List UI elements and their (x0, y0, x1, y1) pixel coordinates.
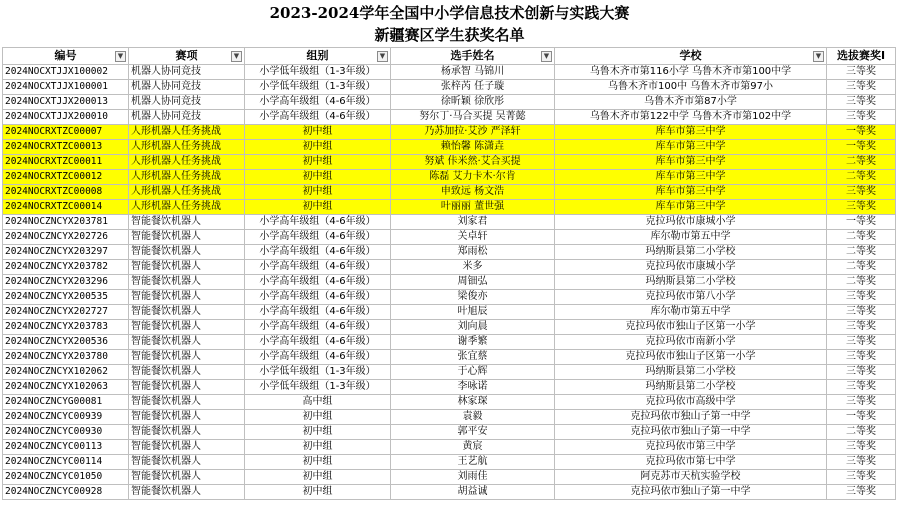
cell-event[interactable]: 智能餐饮机器人 (129, 245, 245, 260)
table-row (3, 380, 896, 395)
cell-school[interactable]: 克拉玛依市南新小学 (555, 335, 827, 350)
table-row (3, 200, 896, 215)
table-row (3, 260, 896, 275)
cell-id[interactable]: 2024NOCZNCYC00114 (3, 455, 129, 470)
column-header-group[interactable] (245, 48, 391, 65)
cell-names[interactable]: 陈磊 艾力卡木·尔肯 (391, 170, 555, 185)
table-row (3, 170, 896, 185)
cell-award[interactable]: 二等奖 (827, 245, 896, 260)
cell-school[interactable]: 玛纳斯县第二小学校 (555, 245, 827, 260)
cell-id[interactable]: 2024NOCXTJJX200010 (3, 110, 129, 125)
cell-group[interactable]: 初中组 (245, 200, 391, 215)
cell-id[interactable]: 2024NOCRXTZC00013 (3, 140, 129, 155)
table-row (3, 440, 896, 455)
cell-event[interactable]: 人形机器人任务挑战 (129, 170, 245, 185)
cell-id[interactable]: 2024NOCZNCYC01050 (3, 470, 129, 485)
table-row (3, 245, 896, 260)
cell-award[interactable]: 一等奖 (827, 125, 896, 140)
cell-group[interactable]: 小学低年级组（1-3年级） (245, 65, 391, 80)
cell-group[interactable]: 初中组 (245, 140, 391, 155)
cell-event[interactable]: 机器人协同竞技 (129, 110, 245, 125)
cell-id[interactable]: 2024NOCXTJJX200013 (3, 95, 129, 110)
cell-id[interactable]: 2024NOCZNCYX102062 (3, 365, 129, 380)
cell-id[interactable]: 2024NOCZNCYC00939 (3, 410, 129, 425)
cell-names[interactable]: 叶丽丽 董世强 (391, 200, 555, 215)
cell-id[interactable]: 2024NOCXTJJX100001 (3, 80, 129, 95)
cell-school[interactable]: 库车市第三中学 (555, 185, 827, 200)
table-row (3, 290, 896, 305)
cell-event[interactable]: 机器人协同竞技 (129, 80, 245, 95)
cell-group[interactable]: 小学高年级组（4-6年级） (245, 305, 391, 320)
cell-school[interactable]: 克拉玛依市康城小学 (555, 260, 827, 275)
cell-group[interactable]: 小学高年级组（4-6年级） (245, 110, 391, 125)
table-row (3, 320, 896, 335)
cell-award[interactable]: 三等奖 (827, 335, 896, 350)
table-row (3, 215, 896, 230)
cell-names[interactable]: 张梓芮 任子璇 (391, 80, 555, 95)
cell-names[interactable]: 徐昕颖 徐欣彤 (391, 95, 555, 110)
cell-names[interactable]: 叶旭辰 (391, 305, 555, 320)
cell-names[interactable]: 努斌 佧米然·艾合买提 (391, 155, 555, 170)
cell-id[interactable]: 2024NOCZNCYX203782 (3, 260, 129, 275)
cell-names[interactable]: 李咏诺 (391, 380, 555, 395)
cell-names[interactable]: 杨承智 马锦川 (391, 65, 555, 80)
cell-id[interactable]: 2024NOCZNCYX200536 (3, 335, 129, 350)
cell-school[interactable]: 克拉玛依市康城小学 (555, 215, 827, 230)
cell-id[interactable]: 2024NOCZNCYX203296 (3, 275, 129, 290)
cell-school[interactable]: 克拉玛依市第三中学 (555, 440, 827, 455)
cell-id[interactable]: 2024NOCZNCYC00930 (3, 425, 129, 440)
cell-names[interactable]: 刘向晨 (391, 320, 555, 335)
cell-names[interactable]: 张宜蔡 (391, 350, 555, 365)
cell-event[interactable]: 人形机器人任务挑战 (129, 155, 245, 170)
cell-id[interactable]: 2024NOCZNCYC00113 (3, 440, 129, 455)
table-body (3, 65, 896, 500)
cell-id[interactable]: 2024NOCZNCYX202726 (3, 230, 129, 245)
cell-names[interactable]: 米多 (391, 260, 555, 275)
cell-school[interactable]: 乌鲁木齐市第116小学 乌鲁木齐市第100中学 (555, 65, 827, 80)
table-row (3, 65, 896, 80)
cell-group[interactable]: 小学高年级组（4-6年级） (245, 215, 391, 230)
table-row (3, 305, 896, 320)
cell-school[interactable]: 库车市第三中学 (555, 155, 827, 170)
cell-school[interactable]: 乌鲁木齐市100中 乌鲁木齐市第97小 (555, 80, 827, 95)
cell-id[interactable]: 2024NOCRXTZC00008 (3, 185, 129, 200)
column-header-label: 选手姓名 (450, 49, 495, 62)
cell-event[interactable]: 人形机器人任务挑战 (129, 200, 245, 215)
cell-award[interactable]: 二等奖 (827, 230, 896, 245)
cell-group[interactable]: 小学高年级组（4-6年级） (245, 290, 391, 305)
cell-id[interactable]: 2024NOCRXTZC00014 (3, 200, 129, 215)
page-subtitle: 新疆赛区学生获奖名单 (374, 26, 525, 44)
cell-event[interactable]: 智能餐饮机器人 (129, 320, 245, 335)
cell-group[interactable]: 初中组 (245, 170, 391, 185)
cell-school[interactable]: 库尔勒市第五中学 (555, 305, 827, 320)
cell-school[interactable]: 乌鲁木齐市第87小学 (555, 95, 827, 110)
cell-names[interactable]: 袁毅 (391, 410, 555, 425)
cell-award[interactable]: 三等奖 (827, 380, 896, 395)
cell-group[interactable]: 初中组 (245, 410, 391, 425)
cell-event[interactable]: 智能餐饮机器人 (129, 485, 245, 500)
cell-school[interactable]: 玛纳斯县第二小学校 (555, 275, 827, 290)
cell-id[interactable]: 2024NOCRXTZC00007 (3, 125, 129, 140)
column-header-names[interactable] (391, 48, 555, 65)
cell-event[interactable]: 智能餐饮机器人 (129, 305, 245, 320)
cell-event[interactable]: 智能餐饮机器人 (129, 215, 245, 230)
cell-event[interactable]: 智能餐饮机器人 (129, 365, 245, 380)
cell-school[interactable]: 阿克苏市天杭实验学校 (555, 470, 827, 485)
cell-school[interactable]: 克拉玛依市第七中学 (555, 455, 827, 470)
cell-award[interactable]: 三等奖 (827, 395, 896, 410)
cell-group[interactable]: 小学低年级组（1-3年级） (245, 365, 391, 380)
table-row (3, 80, 896, 95)
column-header-label: 学校 (679, 49, 702, 62)
cell-group[interactable]: 初中组 (245, 440, 391, 455)
cell-id[interactable]: 2024NOCRXTZC00012 (3, 170, 129, 185)
dropdown-arrow-icon[interactable]: ▼ (231, 51, 242, 62)
cell-names[interactable]: 王艺航 (391, 455, 555, 470)
cell-id[interactable]: 2024NOCZNCYC00928 (3, 485, 129, 500)
cell-event[interactable]: 智能餐饮机器人 (129, 425, 245, 440)
cell-award[interactable]: 三等奖 (827, 80, 896, 95)
table-row (3, 230, 896, 245)
cell-award[interactable]: 三等奖 (827, 110, 896, 125)
cell-group[interactable]: 小学高年级组（4-6年级） (245, 320, 391, 335)
cell-award[interactable]: 二等奖 (827, 260, 896, 275)
cell-school[interactable]: 克拉玛依市独山子第一中学 (555, 410, 827, 425)
cell-id[interactable]: 2024NOCZNCYX203780 (3, 350, 129, 365)
cell-names[interactable]: 赖怡馨 陈潇垚 (391, 140, 555, 155)
cell-school[interactable]: 乌鲁木齐市第122中学 乌鲁木齐市第102中学 (555, 110, 827, 125)
cell-event[interactable]: 人形机器人任务挑战 (129, 185, 245, 200)
cell-school[interactable]: 克拉玛依市第八小学 (555, 290, 827, 305)
table-row (3, 185, 896, 200)
table-row (3, 110, 896, 125)
table-row (3, 395, 896, 410)
header-row (3, 48, 896, 65)
column-header-label: 选拔赛奖I (836, 49, 886, 62)
cell-event[interactable]: 智能餐饮机器人 (129, 470, 245, 485)
dropdown-arrow-icon[interactable]: ▼ (541, 51, 552, 62)
cell-event[interactable]: 智能餐饮机器人 (129, 440, 245, 455)
column-header-id[interactable] (3, 48, 129, 65)
cell-award[interactable]: 三等奖 (827, 320, 896, 335)
cell-names[interactable]: 刘家君 (391, 215, 555, 230)
table-row (3, 95, 896, 110)
table-row (3, 485, 896, 500)
table-row (3, 275, 896, 290)
cell-group[interactable]: 小学高年级组（4-6年级） (245, 230, 391, 245)
cell-award[interactable]: 三等奖 (827, 95, 896, 110)
cell-event[interactable]: 人形机器人任务挑战 (129, 140, 245, 155)
cell-group[interactable]: 初中组 (245, 485, 391, 500)
cell-group[interactable]: 小学高年级组（4-6年级） (245, 95, 391, 110)
dropdown-arrow-icon[interactable]: ▼ (813, 51, 824, 62)
cell-names[interactable]: 胡益诚 (391, 485, 555, 500)
cell-group[interactable]: 初中组 (245, 470, 391, 485)
cell-event[interactable]: 智能餐饮机器人 (129, 455, 245, 470)
table-row (3, 335, 896, 350)
cell-names[interactable]: 刘雨佳 (391, 470, 555, 485)
cell-names[interactable]: 申致远 杨文浩 (391, 185, 555, 200)
cell-event[interactable]: 人形机器人任务挑战 (129, 125, 245, 140)
awards-table (2, 47, 896, 500)
cell-award[interactable]: 二等奖 (827, 275, 896, 290)
cell-id[interactable]: 2024NOCZNCYX102063 (3, 380, 129, 395)
column-header-label: 编号 (54, 49, 77, 62)
cell-school[interactable]: 克拉玛依市独山子区第一小学 (555, 320, 827, 335)
cell-group[interactable]: 初中组 (245, 155, 391, 170)
dropdown-arrow-icon[interactable]: ▼ (115, 51, 126, 62)
cell-school[interactable]: 克拉玛依市独山子第一中学 (555, 485, 827, 500)
cell-award[interactable]: 三等奖 (827, 365, 896, 380)
table-row (3, 470, 896, 485)
cell-school[interactable]: 玛纳斯县第二小学校 (555, 365, 827, 380)
cell-id[interactable]: 2024NOCRXTZC00011 (3, 155, 129, 170)
cell-id[interactable]: 2024NOCZNCYX203783 (3, 320, 129, 335)
column-header-label: 赛项 (175, 49, 198, 62)
cell-event[interactable]: 智能餐饮机器人 (129, 275, 245, 290)
cell-id[interactable]: 2024NOCZNCYG00081 (3, 395, 129, 410)
cell-award[interactable]: 三等奖 (827, 65, 896, 80)
cell-names[interactable]: 努尔丁·马合买提 吴菁懿 (391, 110, 555, 125)
cell-event[interactable]: 机器人协同竞技 (129, 95, 245, 110)
cell-group[interactable]: 初中组 (245, 185, 391, 200)
cell-school[interactable]: 库车市第三中学 (555, 125, 827, 140)
cell-school[interactable]: 克拉玛依市独山子区第一小学 (555, 350, 827, 365)
cell-award[interactable]: 一等奖 (827, 215, 896, 230)
cell-school[interactable]: 克拉玛依市高级中学 (555, 395, 827, 410)
cell-id[interactable]: 2024NOCZNCYX202727 (3, 305, 129, 320)
cell-group[interactable]: 小学高年级组（4-6年级） (245, 350, 391, 365)
cell-school[interactable]: 库车市第三中学 (555, 170, 827, 185)
dropdown-arrow-icon[interactable]: ▼ (377, 51, 388, 62)
cell-award[interactable]: 一等奖 (827, 140, 896, 155)
cell-school[interactable]: 玛纳斯县第二小学校 (555, 380, 827, 395)
cell-award[interactable]: 一等奖 (827, 410, 896, 425)
table-row (3, 140, 896, 155)
cell-id[interactable]: 2024NOCXTJJX100002 (3, 65, 129, 80)
cell-award[interactable]: 三等奖 (827, 455, 896, 470)
cell-award[interactable]: 三等奖 (827, 305, 896, 320)
column-header-award[interactable] (827, 48, 896, 65)
cell-school[interactable]: 库车市第三中学 (555, 140, 827, 155)
cell-event[interactable]: 智能餐饮机器人 (129, 350, 245, 365)
cell-names[interactable]: 周钿弘 (391, 275, 555, 290)
cell-award[interactable]: 三等奖 (827, 185, 896, 200)
cell-award[interactable]: 三等奖 (827, 200, 896, 215)
cell-award[interactable]: 二等奖 (827, 170, 896, 185)
cell-names[interactable]: 于心辉 (391, 365, 555, 380)
cell-group[interactable]: 初中组 (245, 425, 391, 440)
cell-event[interactable]: 智能餐饮机器人 (129, 230, 245, 245)
cell-group[interactable]: 小学低年级组（1-3年级） (245, 80, 391, 95)
table-row (3, 365, 896, 380)
cell-group[interactable]: 小学高年级组（4-6年级） (245, 335, 391, 350)
cell-group[interactable]: 初中组 (245, 455, 391, 470)
cell-event[interactable]: 机器人协同竞技 (129, 65, 245, 80)
cell-group[interactable]: 小学低年级组（1-3年级） (245, 380, 391, 395)
cell-names[interactable]: 黄宸 (391, 440, 555, 455)
page-title: 2023-2024学年全国中小学信息技术创新与实践大赛 (269, 4, 630, 22)
column-header-school[interactable] (555, 48, 827, 65)
cell-group[interactable]: 小学高年级组（4-6年级） (245, 245, 391, 260)
cell-group[interactable]: 初中组 (245, 125, 391, 140)
cell-event[interactable]: 智能餐饮机器人 (129, 335, 245, 350)
table-row (3, 155, 896, 170)
cell-school[interactable]: 库尔勒市第五中学 (555, 230, 827, 245)
cell-event[interactable]: 智能餐饮机器人 (129, 395, 245, 410)
cell-names[interactable]: 梁俊亦 (391, 290, 555, 305)
cell-award[interactable]: 二等奖 (827, 155, 896, 170)
cell-school[interactable]: 克拉玛依市独山子第一中学 (555, 425, 827, 440)
cell-names[interactable]: 郭平安 (391, 425, 555, 440)
table-row (3, 350, 896, 365)
column-header-event[interactable] (129, 48, 245, 65)
cell-id[interactable]: 2024NOCZNCYX203297 (3, 245, 129, 260)
cell-names[interactable]: 林家琛 (391, 395, 555, 410)
cell-award[interactable]: 三等奖 (827, 350, 896, 365)
table-row (3, 125, 896, 140)
cell-names[interactable]: 谢季繁 (391, 335, 555, 350)
cell-award[interactable]: 三等奖 (827, 470, 896, 485)
cell-award[interactable]: 三等奖 (827, 485, 896, 500)
cell-award[interactable]: 三等奖 (827, 440, 896, 455)
cell-names[interactable]: 关卓轩 (391, 230, 555, 245)
cell-event[interactable]: 智能餐饮机器人 (129, 380, 245, 395)
cell-names[interactable]: 郑雨松 (391, 245, 555, 260)
cell-event[interactable]: 智能餐饮机器人 (129, 410, 245, 425)
table-row (3, 410, 896, 425)
cell-id[interactable]: 2024NOCZNCYX203781 (3, 215, 129, 230)
cell-id[interactable]: 2024NOCZNCYX200535 (3, 290, 129, 305)
cell-award[interactable]: 三等奖 (827, 290, 896, 305)
cell-group[interactable]: 小学高年级组（4-6年级） (245, 260, 391, 275)
table-row (3, 425, 896, 440)
column-header-label: 组别 (306, 49, 329, 62)
cell-school[interactable]: 库车市第三中学 (555, 200, 827, 215)
cell-event[interactable]: 智能餐饮机器人 (129, 260, 245, 275)
cell-event[interactable]: 智能餐饮机器人 (129, 290, 245, 305)
cell-group[interactable]: 小学高年级组（4-6年级） (245, 275, 391, 290)
cell-group[interactable]: 高中组 (245, 395, 391, 410)
cell-award[interactable]: 二等奖 (827, 425, 896, 440)
cell-names[interactable]: 乃苏加拉·艾沙 严泽轩 (391, 125, 555, 140)
table-row (3, 455, 896, 470)
